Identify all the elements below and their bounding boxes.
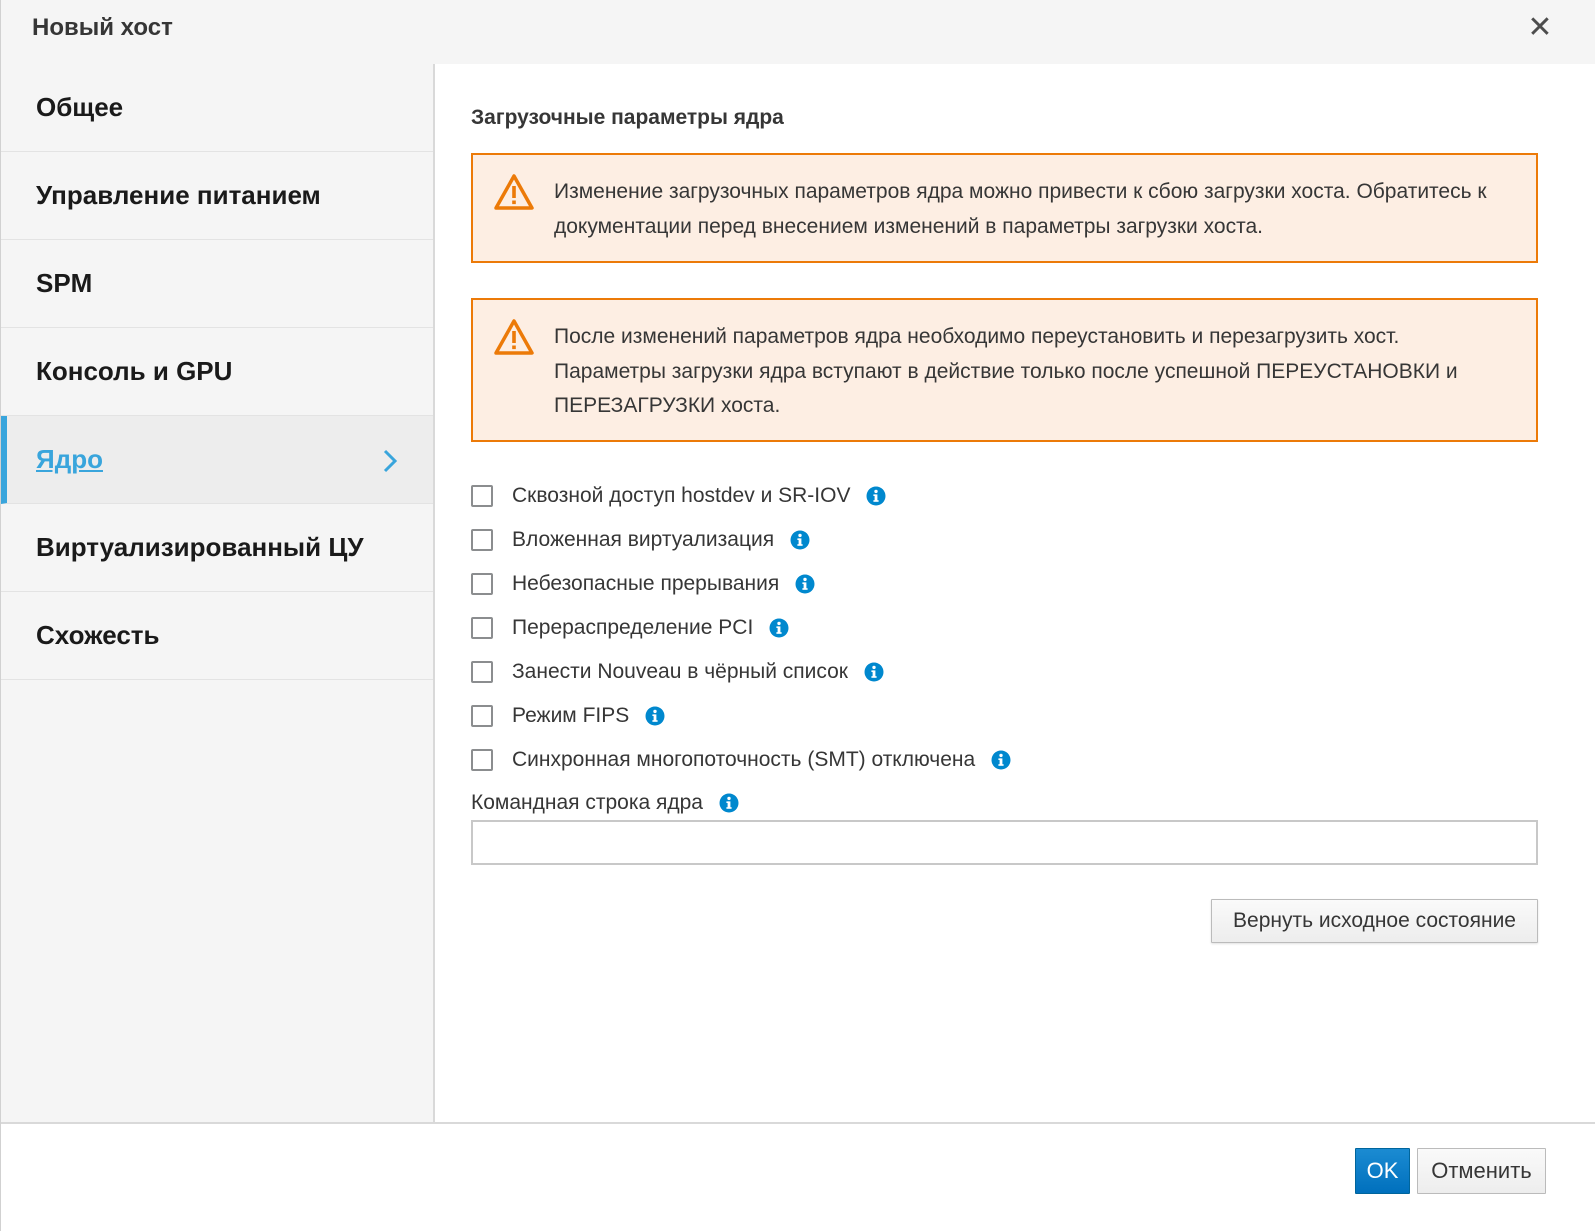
nested-virtualization-option — [471, 525, 810, 555]
hostdev-passthrough-checkbox[interactable] — [471, 485, 493, 507]
checkbox-label: Перераспределение PCI — [512, 616, 754, 639]
kernel-cmdline-input[interactable] — [471, 820, 1538, 865]
pci-reallocation-checkbox[interactable] — [471, 617, 493, 639]
section-title: Загрузочные параметры ядра — [471, 106, 784, 129]
smt-disabled-option — [471, 745, 1011, 775]
fips-mode-option — [471, 701, 665, 731]
alert-text: Изменение загрузочных параметров ядра можно привести к сбою загрузки хоста. Обратитесь к документации перед внесением изменений в параметры загрузки хоста. — [554, 180, 1487, 238]
warning-alert — [471, 153, 1538, 263]
checkbox-label: Вложенная виртуализация — [512, 528, 775, 551]
kernel-cmdline-label: Командная строка ядра — [471, 791, 703, 814]
pci-reallocation-option — [471, 613, 789, 643]
sidebar-item-general[interactable] — [1, 64, 433, 152]
reset-to-default-button[interactable]: Вернуть исходное состояние — [1211, 899, 1538, 943]
sidebar-nav — [1, 64, 435, 1122]
warning-triangle-icon — [493, 173, 535, 211]
sidebar-item-affinity[interactable] — [1, 592, 433, 680]
unsafe-interrupts-checkbox[interactable] — [471, 573, 493, 595]
close-icon[interactable]: ✕ — [1527, 11, 1553, 44]
info-icon[interactable] — [719, 793, 739, 813]
hostdev-passthrough-option — [471, 481, 886, 511]
checkbox-label: Небезопасные прерывания — [512, 572, 780, 595]
ok-button[interactable]: OK — [1355, 1148, 1410, 1194]
checkbox-label: Занести Nouveau в чёрный список — [512, 660, 848, 683]
nested-virtualization-checkbox[interactable] — [471, 529, 493, 551]
info-icon[interactable] — [866, 486, 886, 506]
info-icon[interactable] — [769, 618, 789, 638]
sidebar-item-kernel[interactable] — [1, 416, 433, 504]
blacklist-nouveau-checkbox[interactable] — [471, 661, 493, 683]
unsafe-interrupts-option — [471, 569, 815, 599]
sidebar-item-power-management[interactable] — [1, 152, 433, 240]
info-icon[interactable] — [864, 662, 884, 682]
checkbox-label: Синхронная многопоточность (SMT) отключена — [512, 748, 976, 771]
sidebar-item-label: Схожесть — [36, 620, 160, 650]
alert-text: После изменений параметров ядра необходимо переустановить и перезагрузить хост. Параметры загрузки ядра вступают в действие только после успешной ПЕРЕУСТАНОВКИ и ПЕРЕЗАГРУЗКИ хоста. — [554, 325, 1458, 417]
sidebar-item-label: Управление питанием — [36, 180, 321, 210]
warning-alert — [471, 298, 1538, 442]
smt-disabled-checkbox[interactable] — [471, 749, 493, 771]
info-icon[interactable] — [991, 750, 1011, 770]
sidebar-item-console-gpu[interactable] — [1, 328, 433, 416]
kernel-cmdline-label-row — [471, 788, 739, 818]
sidebar-item-label: Общее — [36, 92, 124, 122]
checkbox-label: Сквозной доступ hostdev и SR-IOV — [512, 484, 851, 507]
cancel-button[interactable]: Отменить — [1417, 1148, 1546, 1194]
warning-triangle-icon — [493, 318, 535, 356]
sidebar-item-label: Консоль и GPU — [36, 356, 233, 386]
checkbox-label: Режим FIPS — [512, 704, 630, 727]
blacklist-nouveau-option — [471, 657, 884, 687]
info-icon[interactable] — [795, 574, 815, 594]
dialog-header — [1, 0, 1595, 64]
chevron-right-icon — [379, 448, 401, 474]
dialog-footer — [1, 1122, 1595, 1231]
dialog-title: Новый хост — [32, 14, 173, 41]
sidebar-item-label: Ядро — [36, 444, 103, 474]
sidebar-item-spm[interactable] — [1, 240, 433, 328]
info-icon[interactable] — [645, 706, 665, 726]
sidebar-item-hosted-engine[interactable] — [1, 504, 433, 592]
info-icon[interactable] — [790, 530, 810, 550]
sidebar-item-label: SPM — [36, 268, 93, 298]
fips-mode-checkbox[interactable] — [471, 705, 493, 727]
sidebar-item-label: Виртуализированный ЦУ — [36, 532, 364, 562]
